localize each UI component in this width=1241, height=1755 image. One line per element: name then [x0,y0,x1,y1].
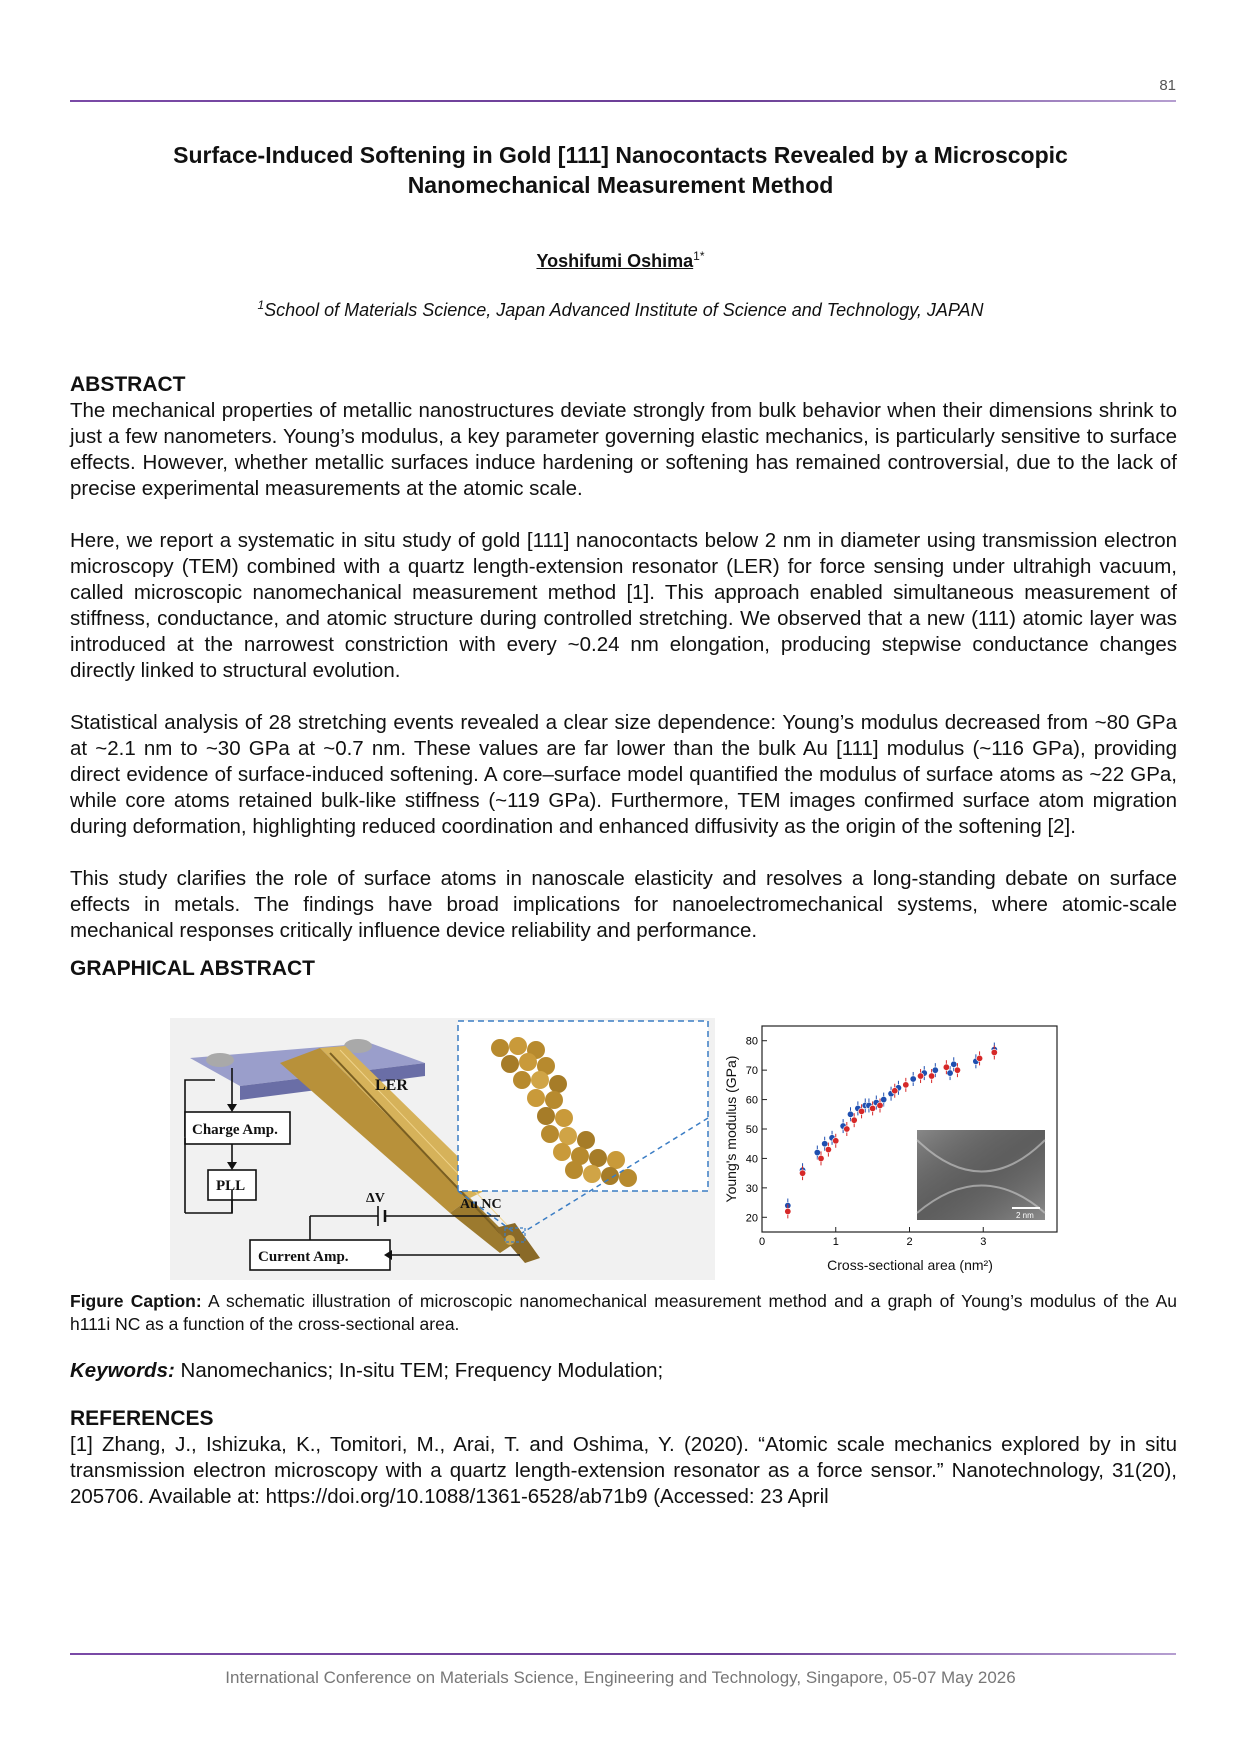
keywords-text: Nanomechanics; In-situ TEM; Frequency Modulation; [174,1359,664,1382]
data-point [814,1149,820,1155]
data-point [951,1061,957,1067]
data-point [880,1096,886,1102]
caption-label: Figure Caption: [70,1291,202,1311]
data-point [851,1117,857,1123]
caption-text: A schematic illustration of microscopic nanomechanical measurement method and a graph of Young’s modulus of the Au h111i NC as a function of the cross-sectional area. [70,1291,1177,1334]
tem-inset [917,1130,1045,1220]
data-point [877,1102,883,1108]
keywords-label: Keywords: [70,1359,175,1382]
abstract-paragraph-3: Statistical analysis of 28 stretching events revealed a clear size dependence: Young’s modulus decreased from ~80 GPa at ~2.1 nm to ~30 GPa at ~0.7 nm. These values are far lower than the bulk Au [111] modulus (~116 GPa), providing direct evidence of surface-induced softening. A core–surface model quantified the modulus of surface atoms as ~22 GPa, while core atoms retained bulk-like stiffness (~119 GPa). Furthermore, TEM images confirmed surface atom migration during deformation, highlighting reduced coordination and enhanced diffusivity as the origin of the softening [2]. [70,711,1177,838]
data-point [932,1067,938,1073]
x-tick-label: 2 [906,1236,913,1248]
youngs-modulus-chart [722,1018,1062,1280]
data-point [825,1146,831,1152]
footer-text: International Conference on Materials Science, Engineering and Technology, Singapore, 05-07 May 2026 [225,1668,1016,1687]
graphical-abstract-heading: GRAPHICAL ABSTRACT [70,957,315,980]
data-point [869,1105,875,1111]
data-point [847,1111,853,1117]
page-number: 81 [1159,77,1176,94]
affiliation-superscript: 1 [257,298,265,312]
data-point [821,1141,827,1147]
data-point [892,1088,898,1094]
data-point [833,1138,839,1144]
graphical-abstract-figure [0,982,1241,1282]
affiliation [0,298,1241,321]
y-tick-label: 70 [745,1065,758,1078]
label-au-nc: Au NC [460,1197,502,1212]
x-tick-label: 3 [980,1236,987,1248]
data-point [976,1055,982,1061]
abstract-paragraph-4: This study clarifies the role of surface atoms in nanoscale elasticity and resolves a long-standing debate on surface effects in metals. The findings have broad implications for nanoelectromechanical systems, where atomic-scale mechanical responses critically influence device reliability and performance. [70,867,1177,942]
data-point [799,1170,805,1176]
data-point [928,1073,934,1079]
affiliation-text: School of Materials Science, Japan Advanced Institute of Science and Technology, JAPAN [264,300,984,320]
footer-rule [70,1653,1176,1655]
data-point [954,1067,960,1073]
reference-item-1: [1] Zhang, J., Ishizuka, K., Tomitori, M., Arai, T. and Oshima, Y. (2020). “Atomic scale mechanics explored by in situ transmission electron microscopy with a quartz length-extension resonator as a force sensor.” Nanotechnology, 31(20), 205706. Available at: https://doi.org/10.1088/1361-6528/ab71b9 (Accessed: 23 April [70,1433,1177,1508]
y-tick-label: 40 [745,1153,758,1166]
keywords [70,1358,1177,1384]
data-point [943,1064,949,1070]
paper-title: Surface-Induced Softening in Gold [111] Nanocontacts Revealed by a Microscopic Nanomechanical Measurement Method [173,142,1068,198]
data-point [910,1076,916,1082]
data-point [991,1049,997,1055]
label-charge-amp: Charge Amp. [192,1122,278,1138]
abstract-paragraph-1: The mechanical properties of metallic nanostructures deviate strongly from bulk behavior when their dimensions shrink to just a few nanometers. Young’s modulus, a key parameter governing elastic mechanics, is particularly sensitive to surface effects. However, whether metallic surfaces induce hardening or softening has remained controversial, due to the lack of precise experimental measurements at the atomic scale. [70,399,1177,500]
references-heading: REFERENCES [70,1407,214,1430]
label-delta-v: ΔV [366,1191,385,1206]
y-tick-label: 80 [745,1035,758,1048]
y-axis-label: Young's modulus (GPa) [723,1055,739,1203]
x-tick-label: 0 [758,1236,766,1248]
y-tick-label: 50 [745,1124,758,1136]
y-tick-label: 20 [745,1212,758,1225]
abstract-paragraph-2: Here, we report a systematic in situ study of gold [111] nanocontacts below 2 nm in diameter using transmission electron microscopy (TEM) combined with a quartz length-extension resonator (LER) for force sensing under ultrahigh vacuum, called microscopic nanomechanical measurement method [1]. This approach enabled simultaneous measurement of stiffness, conductance, and atomic structure during controlled stretching. We observed that a new (111) atomic layer was introduced at the narrowest constriction with every ~0.24 nm elongation, producing stepwise conductance changes directly linked to structural evolution. [70,529,1177,682]
label-ler: LER [375,1077,408,1094]
data-point [858,1108,864,1114]
data-point [785,1208,791,1214]
data-point [818,1155,824,1161]
label-current-amp: Current Amp. [258,1249,349,1265]
author-name: Yoshifumi Oshima [536,251,694,271]
y-tick-label: 60 [745,1094,758,1107]
x-axis-label: Cross-sectional area (nm²) [827,1257,993,1273]
author-superscript: 1* [693,249,705,263]
data-point [903,1082,909,1088]
figure-caption [70,1290,1177,1336]
schematic-illustration [170,1018,715,1280]
abstract-heading: ABSTRACT [70,373,186,396]
y-tick-label: 30 [745,1182,758,1195]
header-rule [70,100,1176,102]
label-pll: PLL [216,1178,246,1194]
data-point [844,1126,850,1132]
data-point [947,1070,953,1076]
x-tick-label: 1 [832,1236,839,1248]
author-line [0,249,1241,272]
data-point [917,1073,923,1079]
paper-body [70,372,1177,1510]
tem-scale-label: 2 nm [1016,1211,1034,1220]
